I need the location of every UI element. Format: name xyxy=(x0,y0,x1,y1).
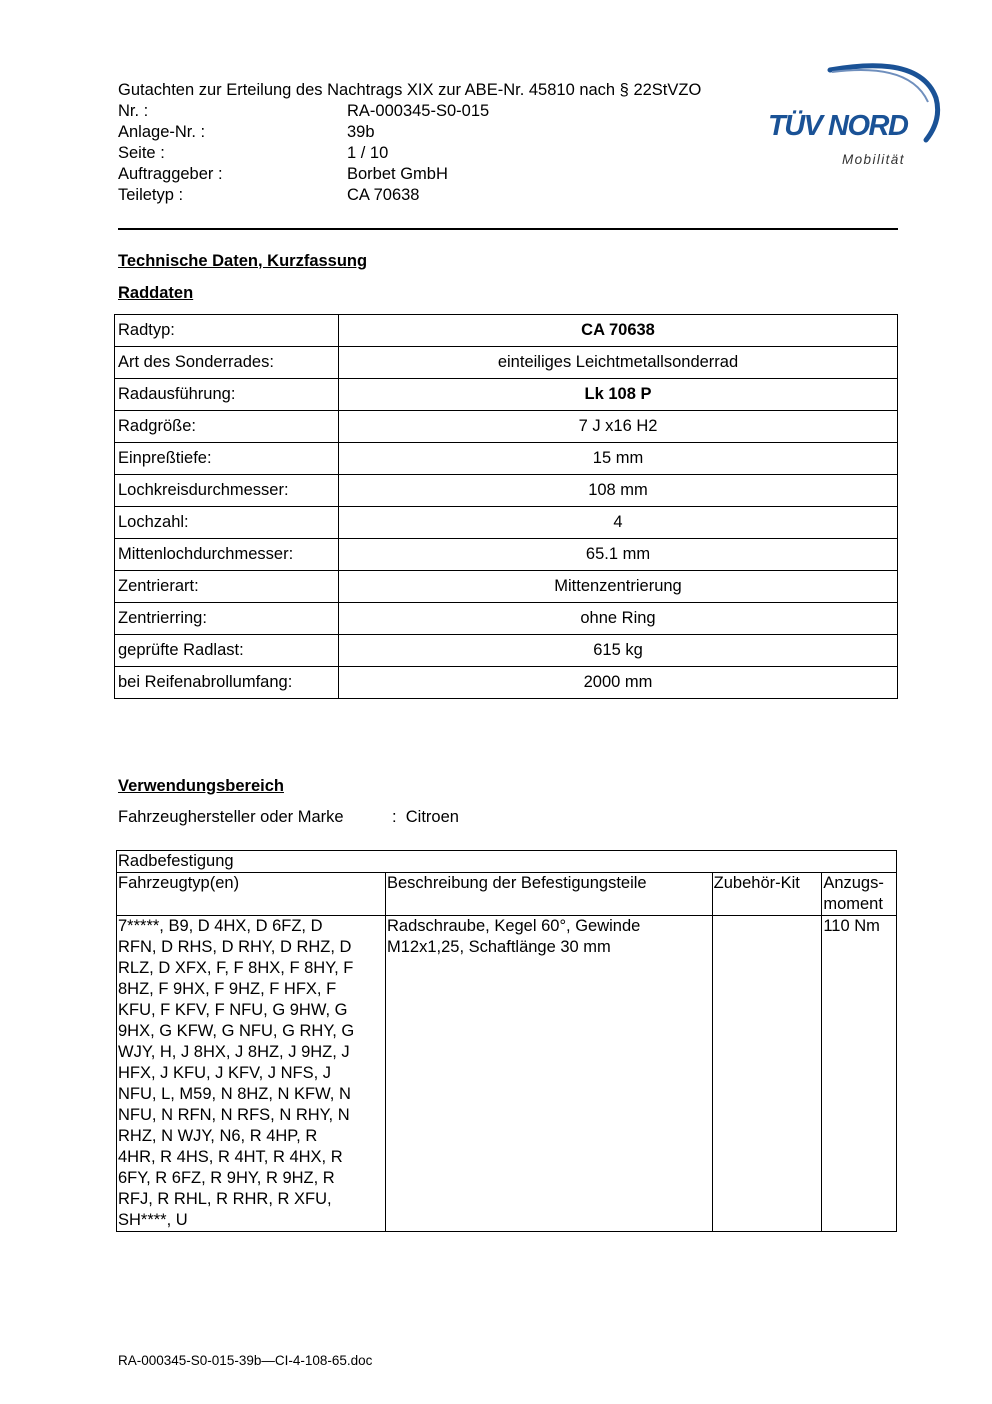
raddaten-label: Lochzahl: xyxy=(115,507,339,539)
raddaten-label: Lochkreisdurchmesser: xyxy=(115,475,339,507)
raddaten-label: bei Reifenabrollumfang: xyxy=(115,667,339,699)
header-value: 39b xyxy=(347,123,375,141)
header-key: Anlage-Nr. : xyxy=(118,123,206,141)
maker-separator: : xyxy=(392,808,397,826)
raddaten-value: Mittenzentrierung xyxy=(339,571,898,603)
table-row xyxy=(115,443,898,475)
table-row xyxy=(115,635,898,667)
table-row xyxy=(115,539,898,571)
vehicle-types-line: 7*****, B9, D 4HX, D 6FZ, D xyxy=(118,917,323,935)
header-row-anlage xyxy=(118,122,838,143)
vehicle-types-line: RHZ, N WJY, N6, R 4HP, R xyxy=(118,1127,318,1145)
raddaten-value: 4 xyxy=(339,507,898,539)
logo-wordmark: TÜV NORD xyxy=(768,110,908,142)
vehicle-types-line: 8HZ, F 9HX, F 9HZ, F HFX, F xyxy=(118,980,337,998)
header-anzugsmoment-line1: Anzugs- xyxy=(823,874,884,892)
header-row-teiletyp xyxy=(118,185,838,206)
raddaten-value: 615 kg xyxy=(339,635,898,667)
table-row xyxy=(115,315,898,347)
header-anzugsmoment-line2: moment xyxy=(823,895,883,913)
header-row-seite xyxy=(118,143,838,164)
table-row xyxy=(115,603,898,635)
radbefestigung-title: Radbefestigung xyxy=(117,851,897,873)
radbefestigung-table xyxy=(116,850,897,1232)
document-header xyxy=(118,80,838,206)
raddaten-label: Art des Sonderrades: xyxy=(115,347,339,379)
maker-label: Fahrzeughersteller oder Marke xyxy=(118,808,344,826)
torque-cell: 110 Nm xyxy=(822,916,897,1232)
raddaten-label: Einpreßtiefe: xyxy=(115,443,339,475)
vehicle-types-line: 9HX, G KFW, G NFU, G RHY, G xyxy=(118,1022,355,1040)
vehicle-types-line: 6FY, R 6FZ, R 9HY, R 9HZ, R xyxy=(118,1169,335,1187)
raddaten-value: 7 J x16 H2 xyxy=(339,411,898,443)
header-key: Nr. : xyxy=(118,102,149,120)
raddaten-label: Zentrierring: xyxy=(115,603,339,635)
maker-value: Citroen xyxy=(405,808,459,826)
vehicle-types-line: SH****, U xyxy=(118,1211,188,1229)
vehicle-types-line: RFJ, R RHL, R RHR, R XFU, xyxy=(118,1190,332,1208)
header-beschreibung: Beschreibung der Befestigungsteile xyxy=(386,873,713,916)
tuv-nord-logo xyxy=(760,58,945,173)
vehicle-maker-line xyxy=(118,808,459,827)
footer-filename: RA-000345-S0-015-39b—CI-4-108-65.doc xyxy=(118,1353,373,1368)
raddaten-label: Radtyp: xyxy=(115,315,339,347)
raddaten-value: 2000 mm xyxy=(339,667,898,699)
table-row xyxy=(117,916,897,1232)
raddaten-label: Radausführung: xyxy=(115,379,339,411)
vehicle-types-line: RLZ, D XFX, F, F 8HX, F 8HY, F xyxy=(118,959,354,977)
header-value: CA 70638 xyxy=(347,186,420,204)
raddaten-table xyxy=(114,314,898,699)
raddaten-value: CA 70638 xyxy=(339,315,898,347)
header-row-nr xyxy=(118,101,838,122)
header-value: Borbet GmbH xyxy=(347,165,448,183)
vehicle-types-line: NFU, L, M59, N 8HZ, N KFW, N xyxy=(118,1085,351,1103)
fastener-description-cell xyxy=(386,916,713,1232)
header-key: Auftraggeber : xyxy=(118,165,223,183)
vehicle-types-line: WJY, H, J 8HX, J 8HZ, J 9HZ, J xyxy=(118,1043,350,1061)
raddaten-value: ohne Ring xyxy=(339,603,898,635)
table-row xyxy=(115,475,898,507)
table-header-row xyxy=(117,873,897,916)
header-key: Teiletyp : xyxy=(118,186,184,204)
raddaten-value: einteiliges Leichtmetallsonderrad xyxy=(339,347,898,379)
raddaten-label: Radgröße: xyxy=(115,411,339,443)
vehicle-types-line: NFU, N RFN, N RFS, N RHY, N xyxy=(118,1106,350,1124)
header-fahrzeugtypen: Fahrzeugtyp(en) xyxy=(117,873,386,916)
table-row xyxy=(115,379,898,411)
header-value: 1 / 10 xyxy=(347,144,389,162)
raddaten-label: Zentrierart: xyxy=(115,571,339,603)
vehicle-types-line: RFN, D RHS, D RHY, D RHZ, D xyxy=(118,938,352,956)
raddaten-value: 108 mm xyxy=(339,475,898,507)
raddaten-label: geprüfte Radlast: xyxy=(115,635,339,667)
section-title-technical: Technische Daten, Kurzfassung xyxy=(118,252,368,270)
fastener-description-line: M12x1,25, Schaftlänge 30 mm xyxy=(387,938,611,956)
table-row xyxy=(115,507,898,539)
vehicle-types-line: 4HR, R 4HS, R 4HT, R 4HX, R xyxy=(118,1148,343,1166)
kit-cell xyxy=(712,916,822,1232)
header-value: RA-000345-S0-015 xyxy=(347,102,490,120)
vehicle-types-line: KFU, F KFV, F NFU, G 9HW, G xyxy=(118,1001,348,1019)
section-title-raddaten: Raddaten xyxy=(118,284,194,302)
vehicle-types-cell xyxy=(117,916,386,1232)
raddaten-label: Mittenlochdurchmesser: xyxy=(115,539,339,571)
raddaten-value: 15 mm xyxy=(339,443,898,475)
table-row xyxy=(115,347,898,379)
report-title: Gutachten zur Erteilung des Nachtrags XIX zur ABE-Nr. 45810 nach § 22StVZO xyxy=(118,81,702,99)
header-anzugsmoment xyxy=(822,873,897,916)
vehicle-types-line: HFX, J KFU, J KFV, J NFS, J xyxy=(118,1064,332,1082)
header-key: Seite : xyxy=(118,144,165,162)
raddaten-value: 65.1 mm xyxy=(339,539,898,571)
header-divider xyxy=(118,228,898,230)
table-row xyxy=(115,571,898,603)
header-row-auftraggeber xyxy=(118,164,838,185)
logo-subtitle: Mobilität xyxy=(842,152,905,167)
section-title-verwendung: Verwendungsbereich xyxy=(118,777,284,795)
table-row xyxy=(115,667,898,699)
header-zubehoer-kit: Zubehör-Kit xyxy=(712,873,822,916)
table-row xyxy=(115,411,898,443)
fastener-description-line: Radschraube, Kegel 60°, Gewinde xyxy=(387,917,641,935)
raddaten-value: Lk 108 P xyxy=(339,379,898,411)
